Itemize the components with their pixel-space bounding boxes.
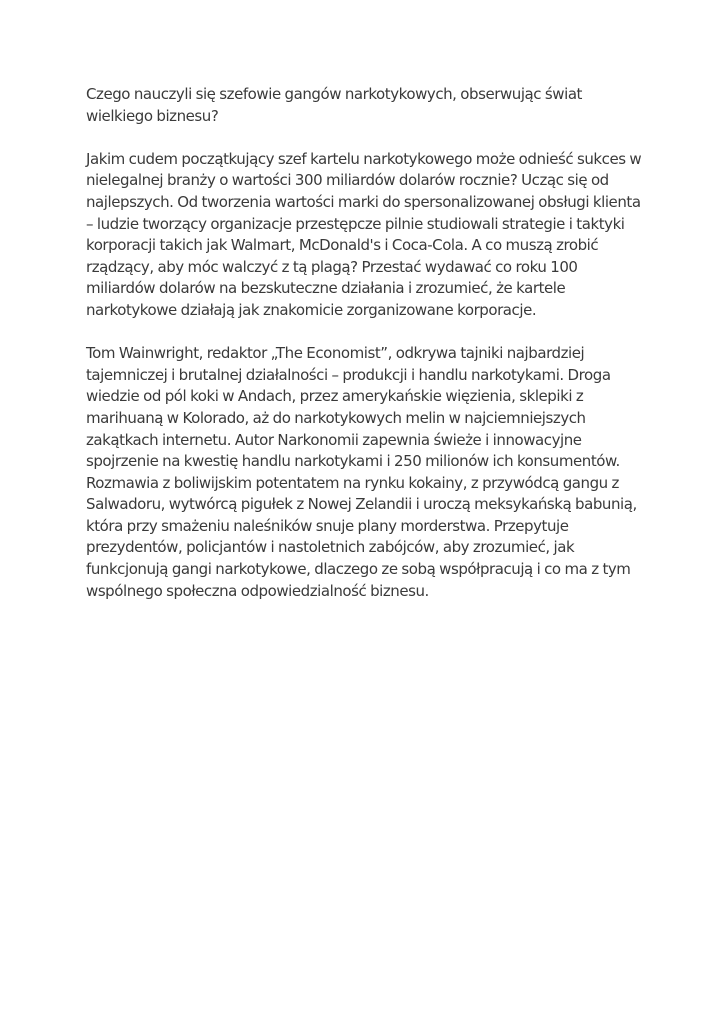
paragraph-intro: Jakim cudem początkujący szef kartelu narkotykowego może odnieść sukces w nielegalnej branży o wartości 300 miliardów dolarów rocznie? Ucząc się od najlepszych. Od tworzenia wartości marki do spersonalizowanej obsługi klienta – ludzie tworzący organizacje przestępcze pilnie studiowali strategie i taktyki korporacji takich jak Walmart, McDonald's i Coca-Cola. A co muszą zrobić rządzący, aby móc walczyć z tą plagą? Przestać wydawać co roku 100 miliardów dolarów na bezskuteczne działania i zrozumieć, że kartele narkotykowe działają jak znakomicie zorganizowane korporacje. xyxy=(86,149,642,319)
paragraph-heading-question: Czego nauczyli się szefowie gangów narkotykowych, obserwując świat wielkiego biznesu? xyxy=(86,85,582,125)
document-body xyxy=(86,84,642,624)
paragraph-author: Tom Wainwright, redaktor „The Economist”, odkrywa tajniki najbardziej tajemniczej i brutalnej działalności – produkcji i handlu narkotykami. Droga wiedzie od pól koki w Andach, przez amerykańskie więzienia, sklepiki z marihuaną w Kolorado, aż do narkotykowych melin w najciemniejszych zakątkach internetu. Autor Narkonomii zapewnia świeże i innowacyjne spojrzenie na kwestię handlu narkotykami i 250 milionów ich konsumentów. Rozmawia z boliwijskim potentatem na rynku kokainy, z przywódcą gangu z Salwadoru, wytwórcą pigułek z Nowej Zelandii i uroczą meksykańską babunią, która przy smażeniu naleśników snuje plany morderstwa. Przepytuje prezydentów, policjantów i nastoletnich zabójców, aby zrozumieć, jak funkcjonują gangi narkotykowe, dlaczego ze sobą współpracują i co ma z tym wspólnego społeczna odpowiedzialność biznesu. xyxy=(86,344,637,600)
